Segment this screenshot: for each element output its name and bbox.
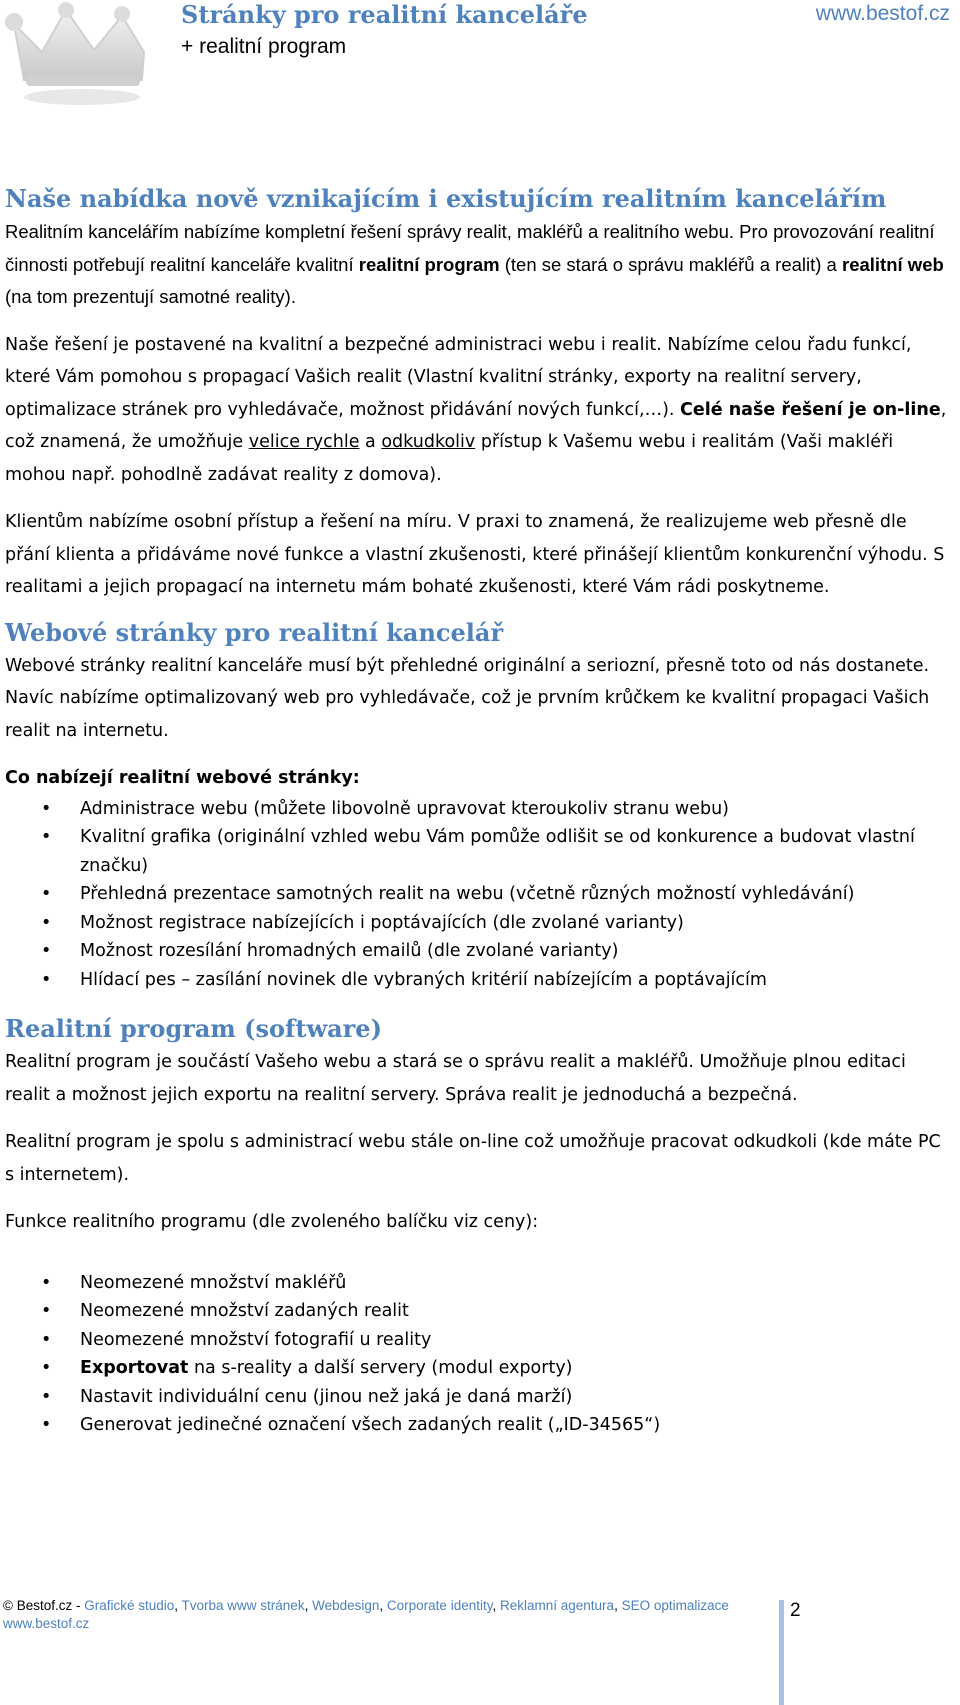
bullet-icon: • — [41, 969, 52, 990]
bold-text: Celé naše řešení je on-line — [680, 399, 941, 420]
footer-link[interactable]: Tvorba www stránek — [181, 1598, 305, 1613]
footer-link[interactable]: Corporate identity — [386, 1598, 493, 1613]
footer-link[interactable]: Reklamní agentura — [499, 1598, 615, 1613]
text: Naše řešení je postavené na kvalitní a bezpečné administraci webu i realit. Nabízíme celou řadu funkcí, které Vám pomohou s propagací Vašich realit (Vlastní kvalitní stránky, exporty na realitní servery, optimalizace stránek pro vyhledávače, možnost přidávání nových funkcí,…). — [5, 334, 912, 420]
list-item-text: Možnost rozesílání hromadných emailů (dle zvolané varianty) — [80, 941, 619, 961]
list-item — [5, 795, 955, 824]
list-item-text: na s-reality a další servery (modul exporty) — [188, 1358, 573, 1378]
text: Realitním kancelářím nabízíme kompletní řešení správy realit, makléřů a realitního webu. Pro provozování realitní činnosti potřebují realitní kanceláře kvalitní — [5, 221, 935, 275]
text: (na tom prezentují samotné reality). — [5, 286, 296, 307]
page-number: 2 — [790, 1600, 801, 1621]
list-item — [5, 880, 955, 909]
footer-link[interactable]: SEO optimalizace — [621, 1598, 729, 1613]
list-item-text: Neomezené množství fotografií u reality — [80, 1329, 432, 1350]
bullet-icon: • — [41, 1272, 52, 1293]
list-item-text: Možnost registrace nabízejících i poptávajících (dle zvolané varianty) — [80, 912, 684, 933]
paragraph-functions: Funkce realitního programu (dle zvoleného balíčku viz ceny): — [5, 1212, 539, 1232]
list-item — [5, 909, 955, 938]
footer-divider — [779, 1600, 784, 1705]
bullet-list-software — [5, 1269, 955, 1440]
bullet-icon: • — [41, 1386, 52, 1407]
list-item-text: Nastavit individuální cenu (jinou než jaká je daná marží) — [80, 1386, 573, 1407]
paragraph-solution — [5, 329, 955, 492]
bullet-icon: • — [41, 1358, 52, 1378]
text: přístup k Vašemu webu i realitám (Vaši makléři mohou např. pohodlně zadávat reality z domova). — [5, 432, 894, 485]
list-item-text: Neomezené množství zadaných realit — [80, 1301, 409, 1321]
bullet-icon: • — [41, 1329, 52, 1350]
list-item — [5, 937, 955, 966]
bullet-icon: • — [41, 798, 52, 819]
list-item — [5, 1297, 955, 1326]
list-item-text: Neomezené množství makléřů — [80, 1272, 347, 1293]
underlined-text: velice rychle — [248, 432, 360, 452]
footer-copyright: © Bestof.cz - — [3, 1598, 85, 1613]
document-body — [5, 182, 955, 1440]
text: a — [359, 432, 382, 452]
site-subtitle: + realitní program — [181, 35, 347, 58]
paragraph-clients: Klientům nabízíme osobní přístup a řešení na míru. V praxi to znamená, že realizujeme web přesně dle přání klienta a přidáváme nové funkce a vlastní zkušenosti, které přinášejí klientům konkurenční výhodu. S realitami a jejich propagací na internetu mám bohaté zkušenosti, které Vám rádi poskytneme. — [5, 512, 945, 597]
bullet-icon: • — [41, 941, 52, 961]
list-item-text: Hlídací pes – zasílání novinek dle vybraných kritérií nabízejícím a poptávajícím — [80, 969, 767, 990]
list-item — [5, 1269, 955, 1298]
list-item-text: Administrace webu (můžete libovolně upravovat kteroukoliv stranu webu) — [80, 798, 729, 819]
section-heading-offer: Naše nabídka nově vznikajícím i existujícím realitním kancelářím — [5, 184, 887, 213]
list-item — [5, 1326, 955, 1355]
footer-url[interactable]: www.bestof.cz — [3, 1616, 90, 1631]
bullet-icon: • — [41, 884, 52, 904]
list-title-web: Co nabízejí realitní webové stránky: — [5, 768, 360, 788]
bullet-icon: • — [41, 1415, 52, 1435]
bold-text: realitní web — [842, 253, 944, 275]
list-item-text: Kvalitní grafika (originální vzhled webu Vám pomůže odlišit se od konkurence a budovat vlastní značku) — [80, 827, 915, 876]
footer — [3, 1597, 763, 1633]
crown-logo — [4, 2, 164, 112]
list-item — [5, 1354, 955, 1383]
footer-link[interactable]: Grafické studio — [84, 1598, 175, 1613]
bullet-icon: • — [41, 912, 52, 933]
bullet-list-web — [5, 795, 955, 995]
section-heading-software: Realitní program (software) — [5, 1014, 382, 1043]
list-item-text: Přehledná prezentace samotných realit na webu (včetně různých možností vyhledávání) — [80, 884, 855, 904]
footer-links-line: © Bestof.cz - Grafické studio, Tvorba www stránek, Webdesign, Corporate identity, Reklamní agentura, SEO optimalizace — [3, 1598, 729, 1613]
footer-link[interactable]: Webdesign — [312, 1598, 380, 1613]
underlined-text: odkudkoliv — [381, 432, 476, 452]
paragraph-software: Realitní program je součástí Vašeho webu a stará se o správu realit a makléřů. Umožňuje plnou editaci realit a možnost jejich exportu na realitní servery. Správa realit je jednoduchá a bezpečná. — [5, 1052, 906, 1105]
section-heading-web: Webové stránky pro realitní kancelář — [5, 617, 504, 647]
bullet-icon: • — [41, 827, 52, 847]
text: , což znamená, že umožňuje — [5, 399, 947, 452]
paragraph-intro — [5, 216, 955, 314]
text: (ten se stará o správu makléřů a realit) a — [499, 253, 842, 275]
list-item — [5, 966, 955, 995]
paragraph-online: Realitní program je spolu s administrací webu stále on-line což umožňuje pracovat odkudkoli (kde máte PC s internetem). — [5, 1132, 941, 1185]
site-url[interactable]: www.bestof.cz — [815, 2, 950, 25]
paragraph-web: Webové stránky realitní kanceláře musí být přehledné originální a seriozní, přesně toto od nás dostanete. Navíc nabízíme optimalizovaný web pro vyhledávače, což je prvním krůčkem ke kvalitní propagaci Vašich realit na internetu. — [5, 655, 930, 741]
list-item-text: Generovat jedinečné označení všech zadaných realit („ID-34565“) — [80, 1415, 661, 1435]
bullet-icon: • — [41, 1301, 52, 1321]
list-item — [5, 1383, 955, 1412]
bold-text: realitní program — [358, 253, 500, 275]
bold-text: Exportovat — [80, 1358, 189, 1378]
site-title: Stránky pro realitní kanceláře — [181, 0, 588, 29]
list-item — [5, 1411, 955, 1440]
list-item — [5, 823, 955, 880]
